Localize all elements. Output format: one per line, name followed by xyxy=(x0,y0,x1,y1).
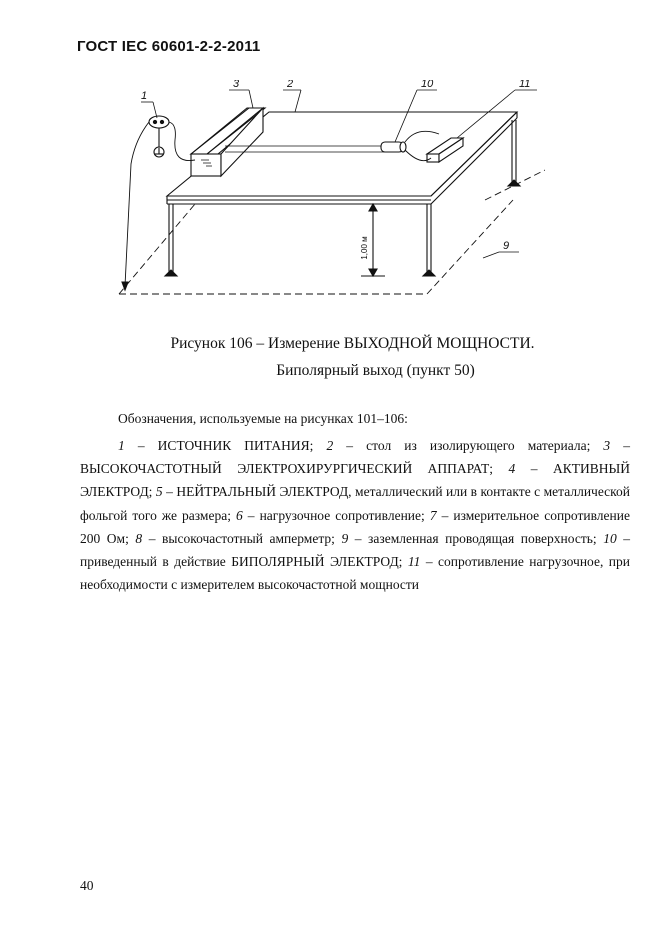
document-header: ГОСТ IEC 60601-2-2-2011 xyxy=(77,38,261,55)
legend-item-5-text: – НЕЙТРАЛЬНЫЙ ЭЛЕКТРОД, металлический или в контакте с металлической фольгой того же размера; xyxy=(80,484,630,523)
callout-1: 1 xyxy=(141,90,148,102)
legend-item-3-number: 3 xyxy=(603,438,611,453)
legend-item-2-number: 2 xyxy=(326,438,334,453)
figure-106-diagram xyxy=(105,80,545,310)
figure-caption-title: Рисунок 106 – Измерение ВЫХОДНОЙ МОЩНОСТИ. xyxy=(170,335,535,352)
legend-item-1-text: – ИСТОЧНИК ПИТАНИЯ; xyxy=(124,438,327,453)
callout-11: 11 xyxy=(519,80,531,90)
callout-9: 9 xyxy=(503,240,510,252)
power-source xyxy=(122,116,195,290)
bipolar-electrode xyxy=(381,142,406,152)
legend-item-11-number: 11 xyxy=(407,554,421,570)
legend-item-1-number: 1 xyxy=(118,438,125,453)
page-number: 40 xyxy=(80,878,94,893)
dimension-label: 1,00 м xyxy=(360,236,369,260)
legend-item-2-text: – стол из изолирующего материала; xyxy=(333,438,604,453)
legend-item-8-text: – высокочастотный амперметр; xyxy=(142,530,342,546)
legend-body xyxy=(80,434,630,596)
legend-item-4-text: – АКТИВНЫЙ ЭЛЕКТРОД; xyxy=(80,461,630,500)
legend-item-7-number: 7 xyxy=(429,507,437,523)
legend-item-9-text: – заземленная проводящая поверхность; xyxy=(348,530,604,546)
callout-2: 2 xyxy=(287,80,294,90)
legend-item-7-text: – измерительное сопротивление 200 Ом; xyxy=(80,507,630,546)
callout-3: 3 xyxy=(233,80,240,90)
legend-item-10-number: 10 xyxy=(603,530,617,546)
legend-item-11-text: – сопротивление нагрузочное, при необходимости с измерителем высокочастотной мощности xyxy=(80,554,630,593)
legend-title: Обозначения, используемые на рисунках 101–106: xyxy=(118,411,408,426)
legend-item-6-text: – нагрузочное сопротивление; xyxy=(242,507,430,523)
callout-10: 10 xyxy=(421,80,434,90)
legend-item-4-number: 4 xyxy=(508,461,516,477)
figure-caption-subtitle: Биполярный выход (пункт 50) xyxy=(276,362,475,379)
legend-item-9-number: 9 xyxy=(341,530,349,546)
legend-item-8-number: 8 xyxy=(135,530,143,546)
legend-item-10-text: – приведенный в действие БИПОЛЯРНЫЙ ЭЛЕКТРОД; xyxy=(80,530,630,570)
legend-item-5-number: 5 xyxy=(155,484,163,500)
legend-item-6-number: 6 xyxy=(236,507,243,523)
legend-item-3-text: – ВЫСОКОЧАСТОТНЫЙ ЭЛЕКТРОХИРУРГИЧЕСКИЙ АППАРАТ; xyxy=(80,438,631,477)
